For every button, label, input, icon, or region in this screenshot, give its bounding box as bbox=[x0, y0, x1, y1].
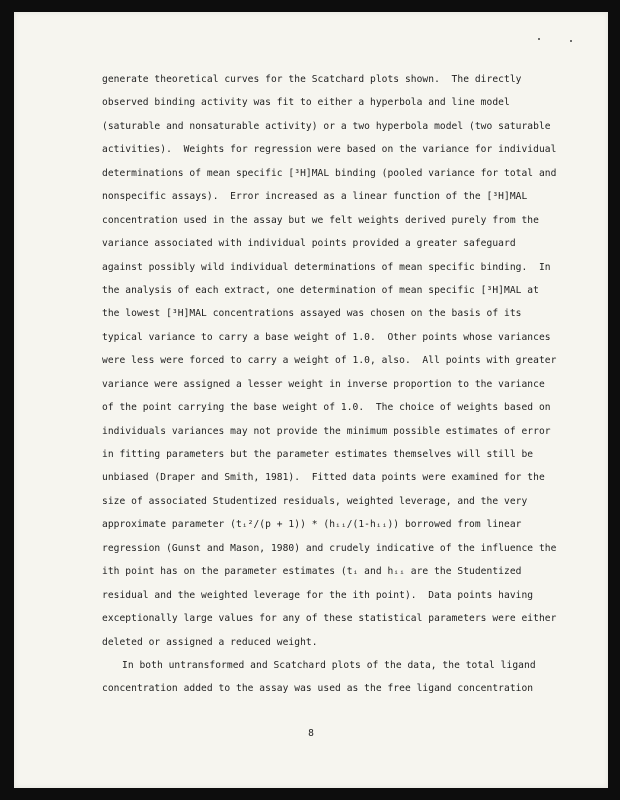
text-line: the analysis of each extract, one determination of mean specific [³H]MAL at bbox=[102, 284, 539, 296]
text-line: of the point carrying the base weight of 1.0. The choice of weights based on bbox=[102, 402, 551, 414]
text-line: activities). Weights for regression were based on the variance for individual bbox=[102, 144, 557, 156]
text-line: observed binding activity was fit to either a hyperbola and line model bbox=[102, 97, 510, 109]
text-line: against possibly wild individual determinations of mean specific binding. In bbox=[102, 261, 551, 273]
text-line: variance were assigned a lesser weight in inverse proportion to the variance bbox=[102, 378, 545, 390]
document-page bbox=[14, 12, 608, 788]
paper-speck bbox=[538, 38, 540, 40]
text-line: typical variance to carry a base weight of 1.0. Other points whose variances bbox=[102, 331, 551, 343]
text-line: size of associated Studentized residuals, weighted leverage, and the very bbox=[102, 495, 528, 507]
text-line: exceptionally large values for any of these statistical parameters were either bbox=[102, 613, 557, 625]
text-line: ith point has on the parameter estimates (tᵢ and hᵢᵢ are the Studentized bbox=[102, 566, 522, 578]
text-line: approximate parameter (tᵢ²/(p + 1)) * (hᵢᵢ/(1-hᵢᵢ)) borrowed from linear bbox=[102, 519, 522, 531]
text-line: In both untransformed and Scatchard plots of the data, the total ligand bbox=[122, 659, 536, 671]
text-line: regression (Gunst and Mason, 1980) and crudely indicative of the influence the bbox=[102, 542, 557, 554]
paper-speck bbox=[570, 40, 572, 42]
text-line: deleted or assigned a reduced weight. bbox=[102, 636, 318, 648]
text-line: the lowest [³H]MAL concentrations assayed was chosen on the basis of its bbox=[102, 308, 522, 320]
text-line: unbiased (Draper and Smith, 1981). Fitted data points were examined for the bbox=[102, 472, 545, 484]
text-line: nonspecific assays). Error increased as a linear function of the [³H]MAL bbox=[102, 191, 528, 203]
text-line: concentration added to the assay was used as the free ligand concentration bbox=[102, 683, 534, 695]
text-line: generate theoretical curves for the Scatchard plots shown. The directly bbox=[102, 74, 522, 85]
text-line: individuals variances may not provide the minimum possible estimates of error bbox=[102, 425, 551, 437]
text-line: (saturable and nonsaturable activity) or a two hyperbola model (two saturable bbox=[102, 120, 551, 132]
text-line: were less were forced to carry a weight of 1.0, also. All points with greater bbox=[102, 355, 557, 367]
text-line: determinations of mean specific [³H]MAL binding (pooled variance for total and bbox=[102, 167, 557, 179]
text-line: concentration used in the assay but we felt weights derived purely from the bbox=[102, 214, 539, 226]
text-line: variance associated with individual points provided a greater safeguard bbox=[102, 238, 516, 250]
text-line: residual and the weighted leverage for the ith point). Data points having bbox=[102, 589, 534, 601]
page-number: 8 bbox=[308, 728, 314, 739]
text-line: in fitting parameters but the parameter estimates themselves will still be bbox=[102, 449, 534, 460]
body-text bbox=[102, 68, 562, 701]
